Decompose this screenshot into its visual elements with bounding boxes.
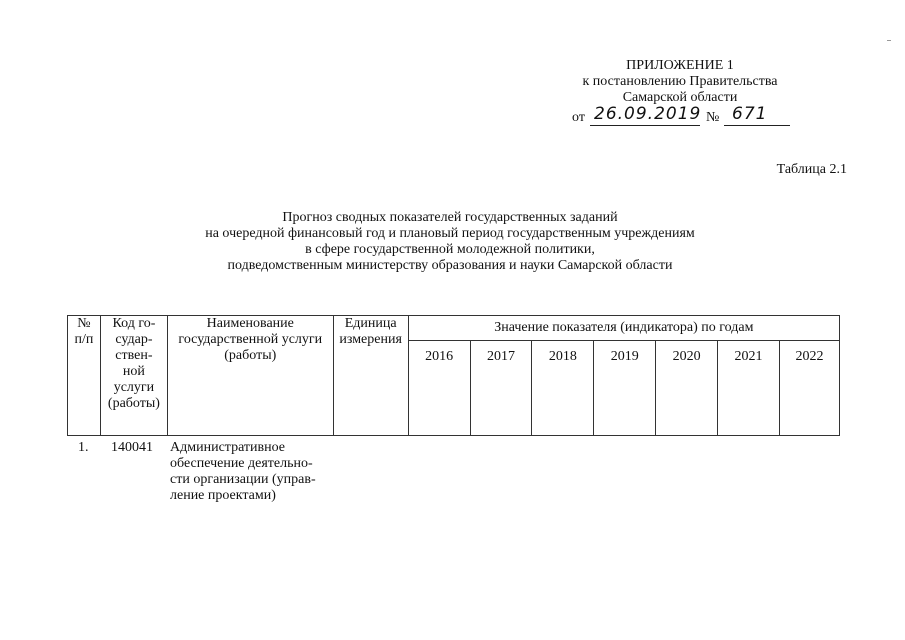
header-year-2020: 2020	[656, 341, 718, 436]
indicators-table	[67, 315, 840, 436]
header-code-line: (работы)	[107, 396, 160, 411]
number-underline	[724, 125, 790, 126]
appendix-header	[560, 58, 800, 106]
decree-number: 671	[732, 104, 768, 124]
title-line-3: в сфере государственной молодежной политики,	[305, 242, 595, 257]
header-code-line: Код го-	[112, 316, 156, 331]
date-prefix: от	[572, 110, 585, 125]
header-num-line: п/п	[74, 332, 94, 347]
header-unit	[333, 316, 408, 436]
header-year-2017: 2017	[470, 341, 532, 436]
appendix-line-2: к постановлению Правительства	[582, 74, 778, 89]
header-unit-line: Единица	[344, 316, 397, 331]
row-1-name-line: Административное	[170, 440, 286, 455]
title-line-4: подведомственным министерству образования и науки Самарской области	[227, 258, 673, 273]
title-line-2: на очередной финансовый год и плановый период государственным учреждениям	[205, 226, 695, 241]
header-year-2019: 2019	[594, 341, 656, 436]
header-year-2022: 2022	[779, 341, 839, 436]
table-label: Таблица 2.1	[776, 162, 847, 177]
row-1-name-line: сти организации (управ-	[170, 472, 316, 487]
row-1-name-line: ление проектами)	[170, 488, 276, 503]
row-1-name	[170, 440, 316, 504]
row-1-num: 1.	[78, 440, 89, 455]
header-name-line: государственной услуги	[178, 332, 323, 347]
scan-mark	[887, 40, 891, 41]
header-year-2021: 2021	[718, 341, 780, 436]
header-num	[68, 316, 101, 436]
header-year-2016: 2016	[408, 341, 470, 436]
header-code-line: ствен-	[115, 348, 153, 363]
document-title	[150, 210, 750, 274]
header-name	[167, 316, 333, 436]
header-name-line: Наименование	[206, 316, 294, 331]
header-name-line: (работы)	[224, 348, 277, 363]
row-1-name-line: обеспечение деятельно-	[170, 456, 313, 471]
title-line-1: Прогноз сводных показателей государственных заданий	[282, 210, 618, 225]
row-1-code: 140041	[111, 440, 153, 455]
header-unit-line: измерения	[339, 332, 402, 347]
header-num-line: №	[77, 316, 91, 331]
decree-date-line	[572, 106, 802, 128]
decree-date: 26.09.2019	[594, 104, 702, 124]
number-prefix: №	[706, 110, 720, 125]
date-underline	[590, 125, 700, 126]
appendix-title: ПРИЛОЖЕНИЕ 1	[626, 58, 734, 73]
header-code-line: судар-	[115, 332, 153, 347]
header-code-line: услуги	[113, 380, 155, 395]
header-code-line: ной	[122, 364, 145, 379]
header-values-group: Значение показателя (индикатора) по годам	[408, 316, 839, 341]
appendix-line-3: Самарской области	[622, 90, 738, 105]
header-code	[100, 316, 167, 436]
header-year-2018: 2018	[532, 341, 594, 436]
